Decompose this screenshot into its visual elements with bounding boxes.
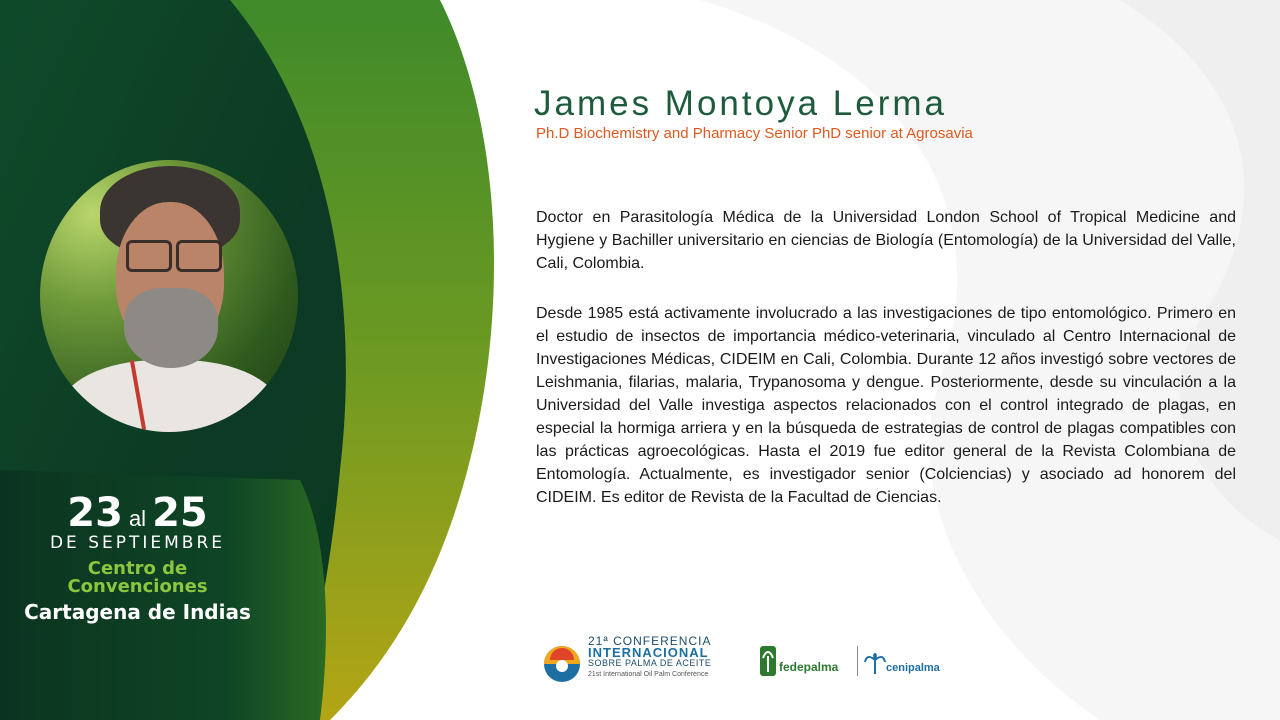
venue-line-1: Centro de — [87, 558, 188, 579]
fedepalma-label: fedepalma — [779, 660, 839, 674]
photo-beard — [124, 288, 218, 368]
cenipalma-label: cenipalma — [886, 662, 940, 674]
speaker-bio-paragraph-2: Desde 1985 está activamente involucrado a las investigaciones de tipo entomológico. Primero en el estudio de insectos de importancia médico-veterinaria, vinculado al Centro Internacional de Investigaciones Médicas, CIDEIM en Cali, Colombia. Durante 12 años investigó sobre vectores de Leishmania, filarias, malaria, Trypanosoma y dengue. Posteriormente, desde su vinculación a la Universidad del Valle investiga aspectos relacionados con el control integrado de plagas, en especial la hormiga arriera y en la búsqueda de estrategias de control de plagas compatibles con las prácticas agroecológicas. Hasta el 2019 fue editor general de la Revista Colombiana de Entomología. Actualmente, es investigador senior (Colciencias) y asociado ad honorem del CIDEIM. Es editor de Revista de la Facultad de Ciencias. — [536, 305, 1236, 506]
speaker-photo — [40, 160, 298, 432]
photo-glasses-left — [126, 240, 172, 272]
speaker-role: Ph.D Biochemistry and Pharmacy Senior PhD senior at Agrosavia — [536, 125, 973, 142]
date-connector: al — [128, 506, 147, 531]
logo-divider — [857, 646, 858, 676]
conf-line-1: 21ª CONFERENCIA — [588, 634, 712, 648]
conf-line-2: INTERNACIONAL — [588, 645, 709, 660]
day-start: 23 — [67, 490, 123, 536]
event-month: DE SEPTIEMBRE — [49, 533, 226, 553]
event-venue — [0, 560, 275, 596]
day-end: 25 — [152, 490, 208, 536]
speaker-name: James Montoya Lerma — [534, 84, 947, 123]
photo-glasses-right — [176, 240, 222, 272]
conference-logo-text — [588, 636, 711, 680]
event-city: Cartagena de Indias — [24, 600, 251, 624]
speaker-bio-paragraph-1: Doctor en Parasitología Médica de la Universidad London School of Tropical Medicine and Hygiene y Bachiller universitario en ciencias de Biología (Entomología) de la Universidad del Valle, Cali, Colombia. — [536, 209, 1236, 272]
conf-line-4: 21st International Oil Palm Conference — [588, 671, 709, 678]
venue-line-2: Convenciones — [67, 576, 208, 597]
conf-line-3: SOBRE PALMA DE ACEITE — [588, 658, 712, 668]
photo-shirt — [60, 360, 280, 432]
event-dates — [0, 490, 275, 536]
cenipalma-logo-icon — [864, 650, 886, 676]
